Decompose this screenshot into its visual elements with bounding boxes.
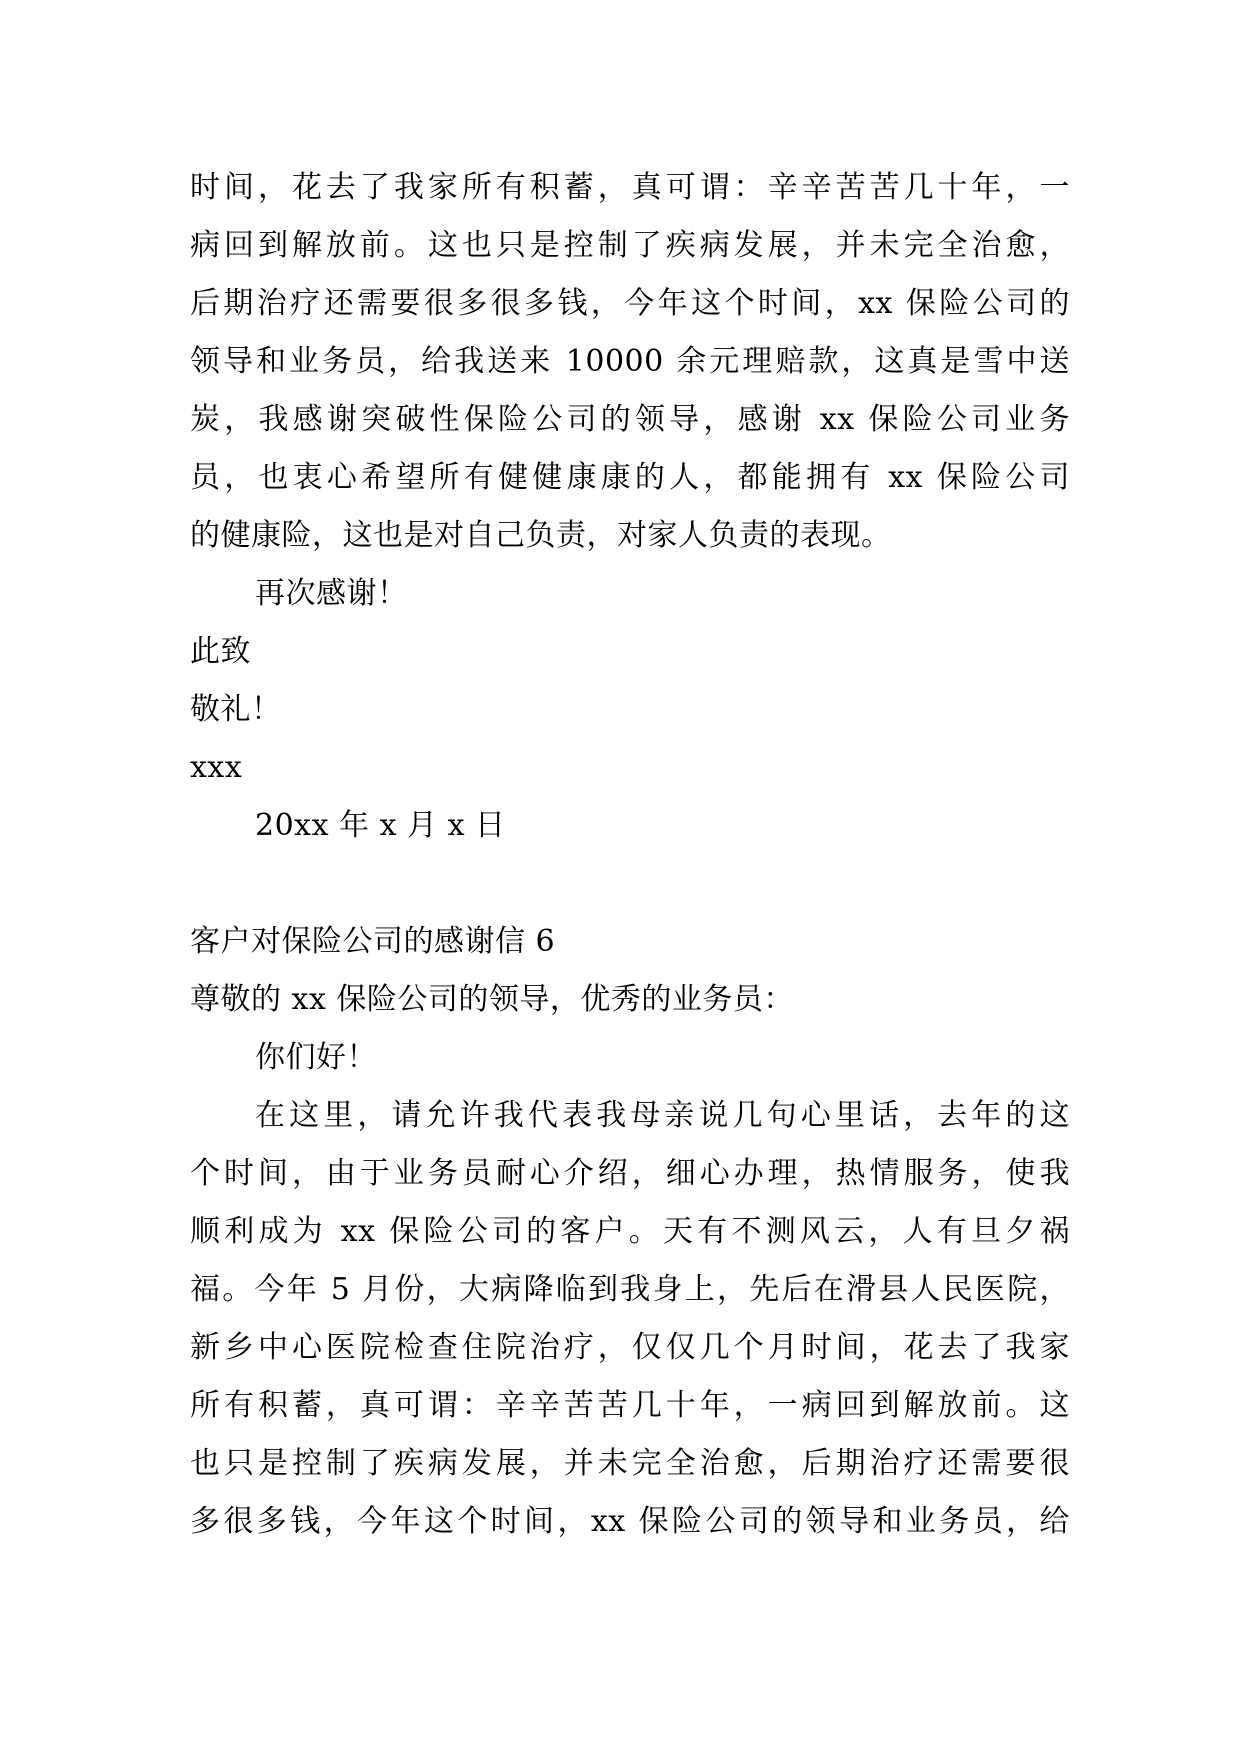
- salutation: 尊敬的 xx 保险公司的领导，优秀的业务员：: [190, 982, 794, 1017]
- letter-date: 20xx 年 x 月 x 日: [255, 808, 506, 843]
- closing-line-1: 此致: [190, 634, 251, 669]
- body-line: 也只是控制了疾病发展，并未完全治愈，后期治疗还需要很: [190, 1446, 1070, 1481]
- body-line: 领导和业务员，给我送来 10000 余元理赔款，这真是雪中送: [190, 344, 1070, 379]
- body-line: 个时间，由于业务员耐心介绍，细心办理，热情服务，使我: [190, 1156, 1070, 1191]
- body-line: 后期治疗还需要很多很多钱，今年这个时间，xx 保险公司的: [190, 286, 1070, 321]
- body-line: 新乡中心医院检查住院治疗，仅仅几个月时间，花去了我家: [190, 1330, 1070, 1365]
- body-line: 炭，我感谢突破性保险公司的领导，感谢 xx 保险公司业务: [190, 402, 1070, 437]
- greeting: 你们好！: [255, 1040, 377, 1075]
- thanks-again: 再次感谢！: [255, 576, 408, 611]
- body-line: 时间，花去了我家所有积蓄，真可谓：辛辛苦苦几十年，一: [190, 170, 1070, 205]
- body-line: 所有积蓄，真可谓：辛辛苦苦几十年，一病回到解放前。这: [190, 1388, 1070, 1423]
- body-line: 在这里，请允许我代表我母亲说几句心里话，去年的这: [255, 1098, 1070, 1133]
- body-line: 福。今年 5 月份，大病降临到我身上，先后在滑县人民医院，: [190, 1272, 1070, 1307]
- body-line: 顺利成为 xx 保险公司的客户。天有不测风云，人有旦夕祸: [190, 1214, 1070, 1249]
- body-line: 的健康险，这也是对自己负责，对家人负责的表现。: [190, 518, 892, 553]
- body-line: 病回到解放前。这也只是控制了疾病发展，并未完全治愈，: [190, 228, 1070, 263]
- section-title: 客户对保险公司的感谢信 6: [190, 924, 556, 959]
- signature: xxx: [190, 750, 243, 785]
- closing-line-2: 敬礼！: [190, 692, 282, 727]
- body-line: 员，也衷心希望所有健健康康的人，都能拥有 xx 保险公司: [190, 460, 1070, 495]
- body-line: 多很多钱，今年这个时间，xx 保险公司的领导和业务员，给: [190, 1504, 1070, 1539]
